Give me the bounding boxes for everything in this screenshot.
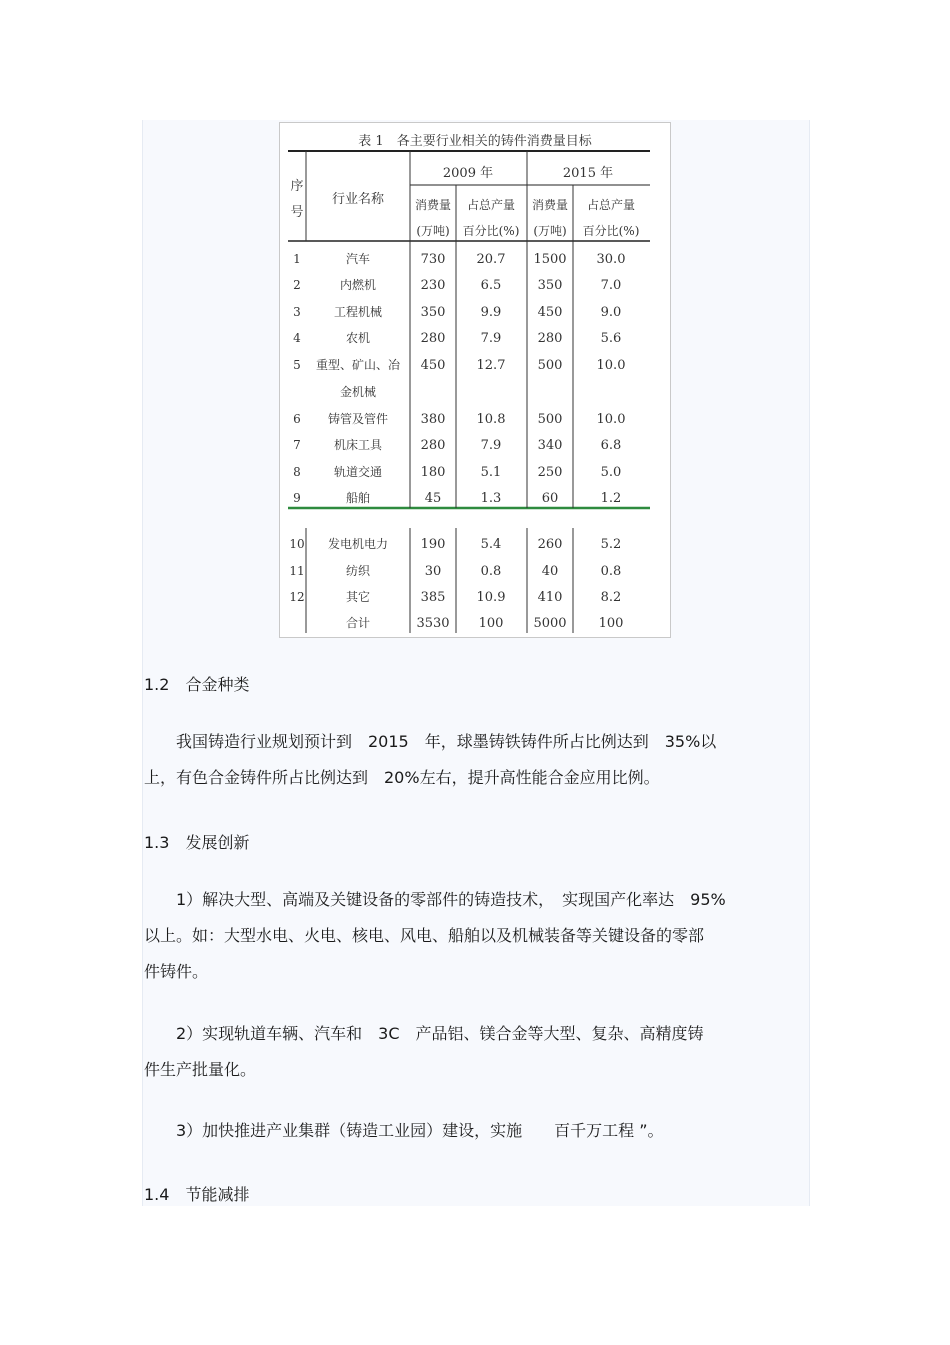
row-consumption-2009: 190 xyxy=(420,537,446,552)
row-consumption-2015: 280 xyxy=(537,331,563,346)
row-industry: 农机 xyxy=(345,331,371,345)
row-consumption-2015: 340 xyxy=(537,438,563,453)
row-consumption-2009: 280 xyxy=(420,331,446,346)
table-body xyxy=(289,252,625,631)
row-industry: 纺织 xyxy=(345,564,371,578)
row-share-2015: 10.0 xyxy=(596,358,626,373)
row-seq: 9 xyxy=(293,491,301,505)
row-seq: 1 xyxy=(293,252,301,266)
section-1-4-heading: 1.4 节能减排 xyxy=(144,1185,250,1204)
row-share-2015: 5.2 xyxy=(600,537,622,552)
section-1-3-item-1-line-3: 件铸件。 xyxy=(144,962,209,981)
header-share-2015-l1: 占总产量 xyxy=(586,198,636,212)
row-consumption-2009: 380 xyxy=(420,412,446,427)
row-consumption-2009: 730 xyxy=(420,252,446,267)
header-consumption-2009: 消费量 xyxy=(414,198,452,212)
section-1-2-heading: 1.2 合金种类 xyxy=(144,675,250,694)
row-industry: 发电机电力 xyxy=(327,537,389,551)
row-industry: 机床工具 xyxy=(333,438,383,452)
row-industry: 其它 xyxy=(345,590,371,604)
section-1-2-line-1: 我国铸造行业规划预计到 2015 年，球墨铸铁铸件所占比例达到 35%以 xyxy=(144,732,717,751)
row-consumption-2015: 500 xyxy=(537,358,563,373)
row-share-2009: 7.9 xyxy=(480,438,502,453)
header-share-2015-l2: 百分比(%) xyxy=(582,224,640,238)
row-seq: 7 xyxy=(293,438,301,452)
row-share-2009: 0.8 xyxy=(480,564,502,579)
row-consumption-2009: 30 xyxy=(424,564,442,579)
row-consumption-2009: 230 xyxy=(420,278,446,293)
header-seq: 序号 xyxy=(290,179,304,220)
section-1-3-item-2-line-2: 件生产批量化。 xyxy=(144,1060,257,1079)
row-consumption-2009: 450 xyxy=(420,358,446,373)
row-consumption-2015: 500 xyxy=(537,412,563,427)
row-consumption-2015: 60 xyxy=(541,491,559,506)
header-unit-2009: (万吨) xyxy=(416,224,450,238)
row-consumption-2009: 280 xyxy=(420,438,446,453)
row-share-2009: 7.9 xyxy=(480,331,502,346)
row-share-2009: 5.1 xyxy=(480,465,502,480)
row-share-2015: 30.0 xyxy=(596,252,626,267)
header-year-2015: 2015 年 xyxy=(562,166,614,181)
consumption-table-figure xyxy=(279,122,671,638)
row-consumption-2015: 5000 xyxy=(533,616,567,631)
header-industry-name: 行业名称 xyxy=(331,192,385,207)
row-share-2015: 0.8 xyxy=(600,564,622,579)
row-share-2009: 9.9 xyxy=(480,305,502,320)
row-industry: 铸管及管件 xyxy=(327,412,389,426)
row-industry: 合计 xyxy=(345,616,371,630)
consumption-table xyxy=(280,123,670,637)
row-share-2009: 1.3 xyxy=(480,491,502,506)
row-industry: 重型、矿山、冶 xyxy=(315,358,401,372)
section-1-3-item-1-line-2: 以上。如：大型水电、火电、核电、风电、船舶以及机械装备等关键设备的零部 xyxy=(144,926,705,945)
row-seq: 8 xyxy=(293,465,301,479)
header-year-2009: 2009 年 xyxy=(442,166,494,181)
row-consumption-2009: 3530 xyxy=(416,616,450,631)
row-industry-cont: 金机械 xyxy=(339,385,377,399)
row-seq: 5 xyxy=(293,358,301,372)
section-1-3-heading: 1.3 发展创新 xyxy=(144,833,250,852)
row-share-2015: 7.0 xyxy=(600,278,622,293)
row-consumption-2015: 350 xyxy=(537,278,563,293)
row-share-2009: 10.8 xyxy=(476,412,506,427)
header-consumption-2015: 消费量 xyxy=(531,198,569,212)
row-seq: 6 xyxy=(293,412,301,426)
header-unit-2015: (万吨) xyxy=(533,224,567,238)
row-industry: 汽车 xyxy=(345,252,371,266)
row-share-2015: 9.0 xyxy=(600,305,622,320)
header-share-2009-l1: 占总产量 xyxy=(466,198,516,212)
row-consumption-2009: 350 xyxy=(420,305,446,320)
row-share-2009: 20.7 xyxy=(476,252,506,267)
row-consumption-2015: 1500 xyxy=(533,252,567,267)
section-1-2-line-2: 上，有色合金铸件所占比例达到 20%左右，提升高性能合金应用比例。 xyxy=(144,768,660,787)
table-title: 表 1 各主要行业相关的铸件消费量目标 xyxy=(358,134,592,149)
section-1-3-item-3: 3）加快推进产业集群（铸造工业园）建设，实施 百千万工程 ”。 xyxy=(144,1121,664,1140)
row-industry: 船舶 xyxy=(345,491,371,505)
row-share-2015: 1.2 xyxy=(600,491,622,506)
row-share-2015: 10.0 xyxy=(596,412,626,427)
section-1-3-item-2-line-1: 2）实现轨道车辆、汽车和 3C 产品铝、镁合金等大型、复杂、高精度铸 xyxy=(144,1024,704,1043)
row-consumption-2015: 40 xyxy=(541,564,559,579)
row-consumption-2009: 180 xyxy=(420,465,446,480)
row-seq: 10 xyxy=(289,537,305,551)
row-share-2009: 100 xyxy=(478,616,504,631)
row-seq: 11 xyxy=(289,564,305,578)
row-industry: 工程机械 xyxy=(333,305,383,319)
row-consumption-2009: 385 xyxy=(420,590,446,605)
row-consumption-2015: 410 xyxy=(537,590,563,605)
row-seq: 2 xyxy=(293,278,301,292)
row-share-2009: 12.7 xyxy=(476,358,506,373)
row-share-2009: 5.4 xyxy=(480,537,502,552)
row-consumption-2015: 450 xyxy=(537,305,563,320)
row-industry: 轨道交通 xyxy=(333,465,383,479)
header-share-2009-l2: 百分比(%) xyxy=(462,224,520,238)
row-consumption-2015: 260 xyxy=(537,537,563,552)
row-share-2009: 6.5 xyxy=(480,278,502,293)
row-seq: 4 xyxy=(293,331,301,345)
row-share-2015: 5.0 xyxy=(600,465,622,480)
row-share-2015: 8.2 xyxy=(600,590,622,605)
row-consumption-2009: 45 xyxy=(424,491,442,506)
row-seq: 3 xyxy=(293,305,301,319)
row-share-2015: 100 xyxy=(598,616,624,631)
row-seq: 12 xyxy=(289,590,305,604)
row-share-2009: 10.9 xyxy=(476,590,506,605)
row-share-2015: 6.8 xyxy=(600,438,622,453)
row-consumption-2015: 250 xyxy=(537,465,563,480)
row-share-2015: 5.6 xyxy=(600,331,622,346)
row-industry: 内燃机 xyxy=(339,278,377,292)
section-1-3-item-1-line-1: 1）解决大型、高端及关键设备的零部件的铸造技术， 实现国产化率达 95% xyxy=(144,890,726,909)
